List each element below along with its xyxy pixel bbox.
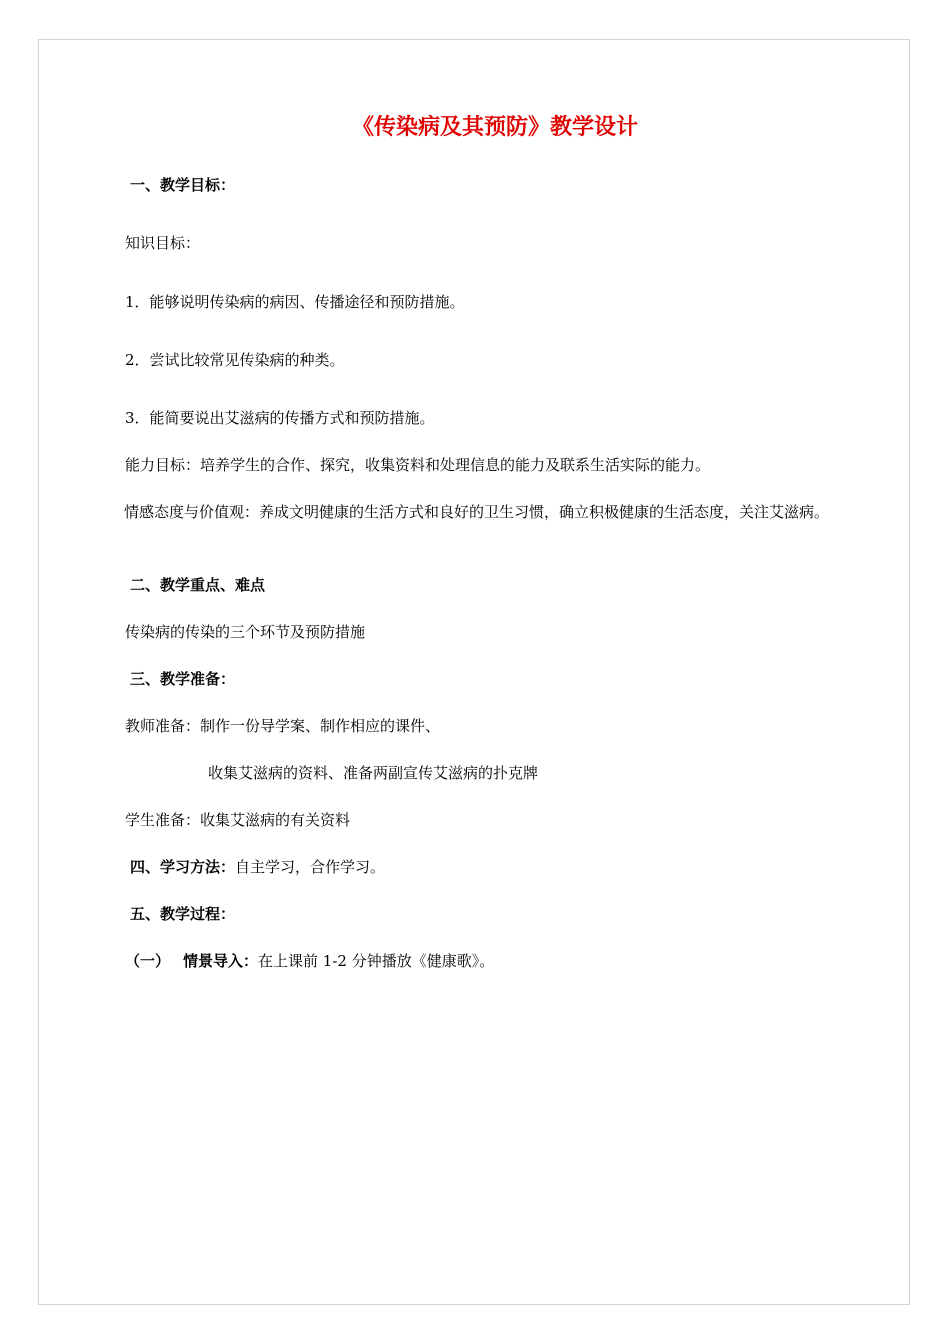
objective-item-1: 1．能够说明传染病的病因、传播途径和预防措施。	[125, 293, 465, 311]
objective-item-3: 3．能简要说出艾滋病的传播方式和预防措施。	[125, 409, 435, 427]
learning-method-line	[130, 855, 385, 879]
objective-item-2: 2．尝试比较常见传染病的种类。	[125, 351, 345, 369]
document-title: 《传染病及其预防》教学设计	[351, 115, 638, 140]
process-step-number: （一）	[125, 952, 171, 970]
knowledge-objectives-label: 知识目标：	[125, 234, 201, 252]
ability-objectives: 能力目标：培养学生的合作、探究，收集资料和处理信息的能力及联系生活实际的能力。	[125, 456, 711, 474]
learning-method-content: 自主学习，合作学习。	[235, 858, 386, 876]
section-heading-preparation: 三、教学准备：	[130, 670, 236, 688]
section-heading-process: 五、教学过程：	[130, 905, 236, 923]
process-step-1	[125, 949, 494, 973]
process-step-content: 在上课前 1-2 分钟播放《健康歌》。	[258, 952, 495, 970]
student-preparation: 学生准备：收集艾滋病的有关资料	[125, 811, 351, 829]
section-heading-key-points: 二、教学重点、难点	[130, 576, 266, 594]
teacher-preparation-line-1: 教师准备：制作一份导学案、制作相应的课件、	[125, 717, 441, 735]
section-heading-learning-method: 四、学习方法：	[130, 858, 236, 876]
section-heading-objectives: 一、教学目标：	[130, 176, 236, 194]
key-points-content: 传染病的传染的三个环节及预防措施	[125, 623, 366, 641]
teacher-preparation-line-2: 收集艾滋病的资料、准备两副宣传艾滋病的扑克牌	[208, 764, 539, 782]
process-step-label: 情景导入：	[183, 952, 259, 970]
emotion-objectives: 情感态度与价值观：养成文明健康的生活方式和良好的卫生习惯，确立积极健康的生活态度，关注艾滋病。	[124, 503, 830, 521]
